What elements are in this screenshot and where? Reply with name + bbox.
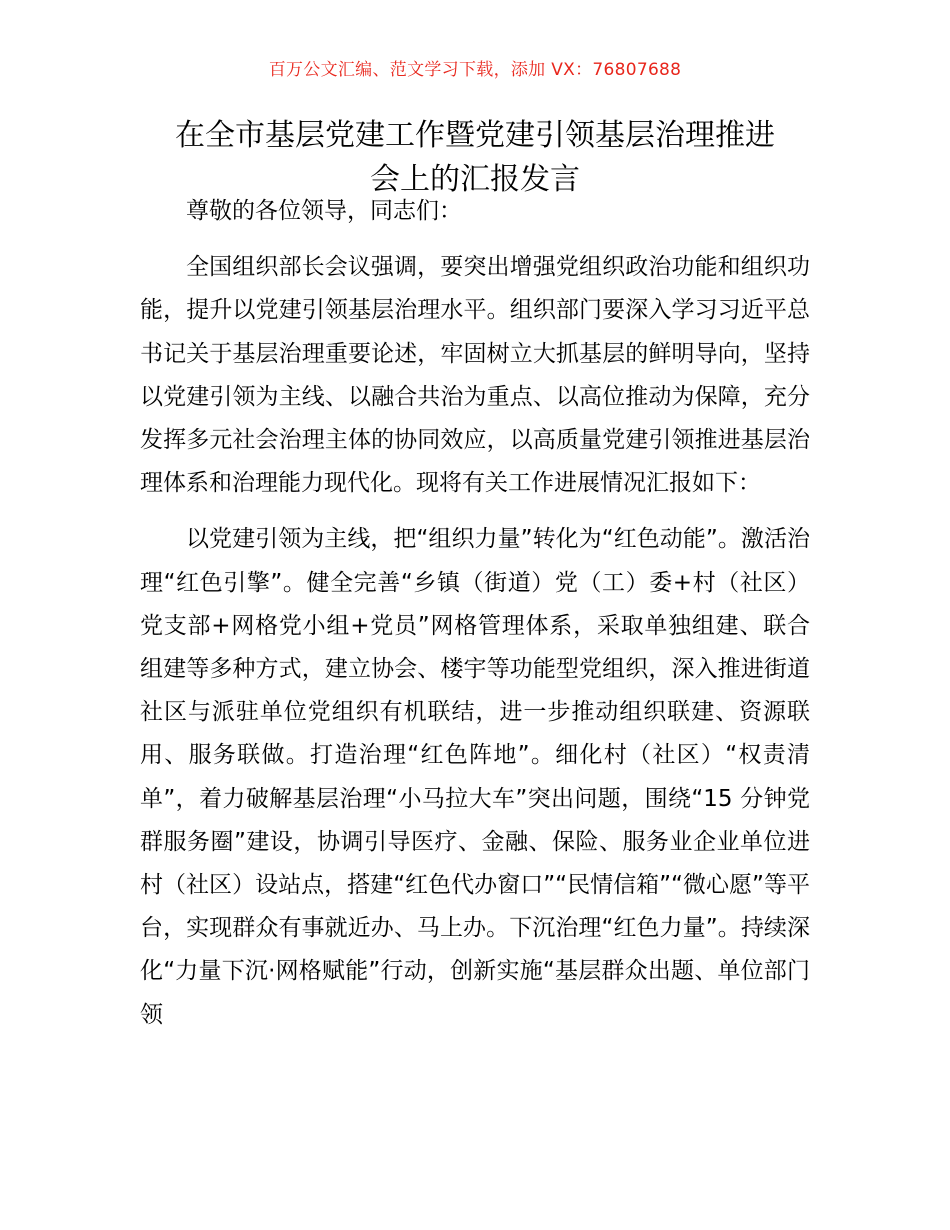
salutation: 尊敬的各位领导，同志们： xyxy=(186,198,462,224)
document-title xyxy=(130,114,820,202)
document-body xyxy=(140,190,810,1050)
document-title-line-2: 会上的汇报发言 xyxy=(370,162,580,197)
paragraph-2: 以党建引领为主线，把“组织力量”转化为“红色动能”。激活治理“红色引擎”。健全完善“乡镇（街道）党（工）委+村（社区）党支部+网格党小组+党员”网格管理体系，采取单独组建、联合组建等多种方式，建立协会、楼宇等功能型党组织，深入推进街道社区与派驻单位党组织有机联结，进一步推动组织联建、资源联用、服务联做。打造治理“红色阵地”。细化村（社区）“权责清单”，着力破解基层治理“小马拉大车”突出问题，围绕“15 分钟党群服务圈”建设，协调引导医疗、金融、保险、服务业企业单位进村（社区）设站点，搭建“红色代办窗口”“民情信箱”“微心愿”等平台，实现群众有事就近办、马上办。下沉治理“红色力量”。持续深化“力量下沉·网格赋能”行动，创新实施“基层群众出题、单位部门领 xyxy=(140,526,810,1028)
header-banner: 百万公文汇编、范文学习下载，添加 VX：76807688 xyxy=(268,60,682,80)
paragraph-1: 全国组织部长会议强调，要突出增强党组织政治功能和组织功能，提升以党建引领基层治理水平。组织部门要深入学习习近平总书记关于基层治理重要论述，牢固树立大抓基层的鲜明导向，坚持以党建引领为主线、以融合共治为重点、以高位推动为保障，充分发挥多元社会治理主体的协同效应，以高质量党建引领推进基层治理体系和治理能力现代化。现将有关工作进展情况汇报如下： xyxy=(140,254,810,497)
document-title-line-1: 在全市基层党建工作暨党建引领基层治理推进 xyxy=(175,118,775,153)
